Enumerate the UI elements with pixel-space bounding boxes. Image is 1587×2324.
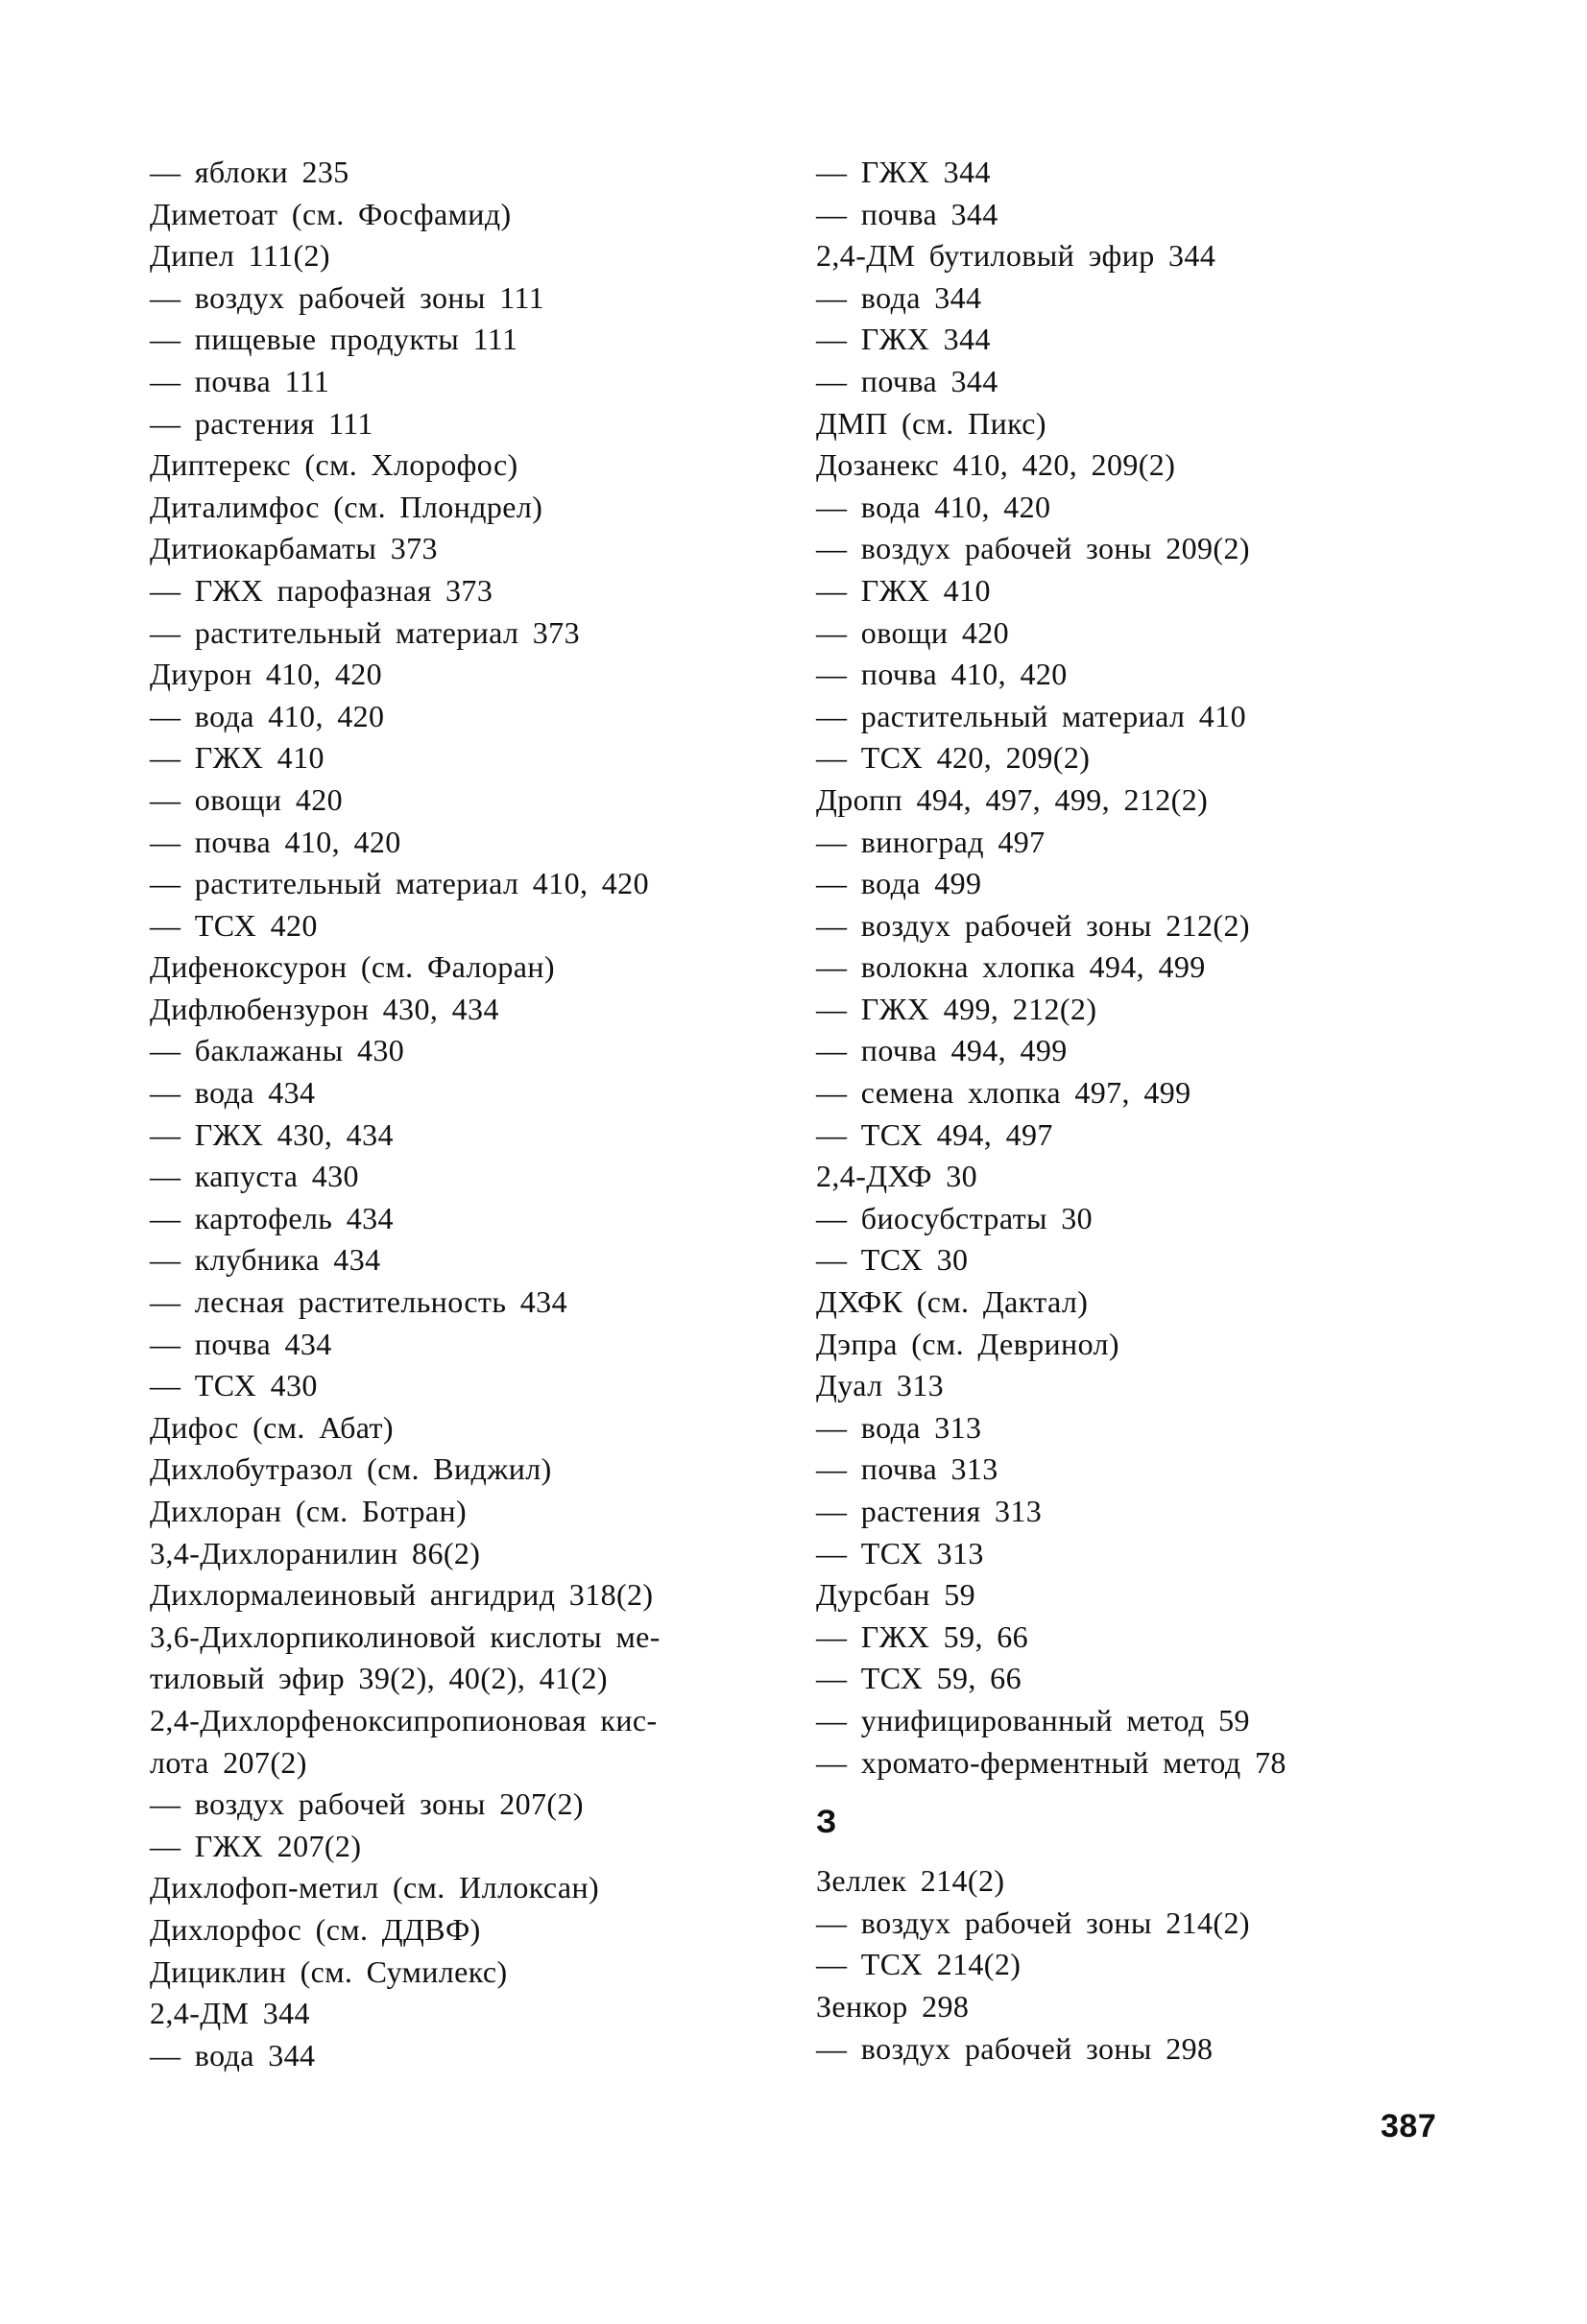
index-entry: тиловый эфир 39(2), 40(2), 41(2) — [150, 1661, 608, 1696]
index-entry: — воздух рабочей зоны 207(2) — [150, 1786, 584, 1822]
index-entry: Дихлормалеиновый ангидрид 318(2) — [150, 1577, 654, 1613]
index-entry: Дифос (см. Абат) — [150, 1409, 394, 1445]
index-entry: Дихлоран (см. Ботран) — [150, 1494, 468, 1528]
index-entry: — воздух рабочей зоны 214(2) — [816, 1905, 1250, 1940]
index-entry: — почва 344 — [816, 196, 998, 231]
index-entry: — ТСХ 494, 497 — [816, 1116, 1053, 1152]
index-entry: Дуал 313 — [816, 1368, 945, 1403]
index-entry: — воздух рабочей зоны 209(2) — [816, 531, 1250, 566]
index-entry: — ТСХ 214(2) — [816, 1947, 1022, 1982]
left-column — [150, 152, 841, 2120]
index-entry: — воздух рабочей зоны 298 — [816, 2030, 1214, 2066]
page-number: 387 — [1381, 2108, 1437, 2144]
index-entry: — почва 313 — [816, 1451, 998, 1487]
index-entry: — ТСХ 59, 66 — [816, 1661, 1022, 1696]
index-entry: 2,4-Дихлорфеноксипропионовая кис- — [150, 1702, 658, 1737]
index-entry: Зеллек 214(2) — [816, 1863, 1005, 1899]
index-entry: — вода 434 — [150, 1075, 316, 1111]
index-entry: ДМП (см. Пикс) — [816, 405, 1046, 441]
index-entry: — растения 313 — [816, 1494, 1043, 1528]
index-entry: 2,4-ДХФ 30 — [816, 1159, 978, 1194]
index-entry: — почва 410, 420 — [150, 824, 401, 859]
index-entry: Дихлофоп-метил (см. Иллоксан) — [150, 1870, 600, 1905]
index-entry: — ТСХ 420 — [150, 907, 318, 943]
index-entry: — баклажаны 430 — [150, 1033, 405, 1068]
index-entry: — капуста 430 — [150, 1159, 359, 1194]
index-entry: 2,4-ДМ бутиловый эфир 344 — [816, 238, 1216, 274]
index-entry: — яблоки 235 — [150, 155, 349, 189]
index-entry: — унифицированный метод 59 — [816, 1702, 1250, 1737]
index-entry: Дэпра (см. Девринол) — [816, 1326, 1119, 1361]
index-entry: — почва 410, 420 — [816, 657, 1068, 692]
index-entry: — лесная растительность 434 — [150, 1284, 567, 1320]
index-entry: Дитиокарбаматы 373 — [150, 531, 438, 566]
index-entry: 2,4-ДМ 344 — [150, 1996, 310, 2031]
index-entry: Диурон 410, 420 — [150, 657, 383, 692]
index-entry: — вода 313 — [816, 1409, 982, 1445]
index-entry: — ГЖХ 430, 434 — [150, 1116, 394, 1152]
index-entry: — биосубстраты 30 — [816, 1200, 1094, 1235]
index-entry: Дропп 494, 497, 499, 212(2) — [816, 781, 1209, 817]
index-entry: — ТСХ 420, 209(2) — [816, 740, 1091, 776]
index-entry: — вода 499 — [816, 866, 982, 901]
index-entry: — растительный материал 373 — [150, 614, 580, 650]
index-entry: Диметоат (см. Фосфамид) — [150, 196, 512, 231]
section-letter-heading: З — [816, 1804, 837, 1841]
index-entry: — вода 410, 420 — [150, 698, 385, 733]
index-entry: Диталимфос (см. Плондрел) — [150, 489, 543, 524]
index-entry: — ТСХ 430 — [150, 1368, 318, 1403]
index-entry: — ГЖХ 59, 66 — [816, 1618, 1029, 1654]
index-entry: — ГЖХ 207(2) — [150, 1828, 362, 1863]
index-entry: Дихлорфос (см. ДДВФ) — [150, 1911, 481, 1947]
index-entry: — вода 344 — [816, 279, 982, 315]
index-entry: — воздух рабочей зоны 111 — [150, 279, 545, 315]
index-entry: — волокна хлопка 494, 499 — [816, 949, 1206, 985]
index-entry: — ТСХ 30 — [816, 1242, 969, 1278]
index-entry: — ГЖХ 410 — [150, 740, 325, 776]
index-entry: — ГЖХ 344 — [816, 155, 991, 189]
index-entry: ДХФК (см. Дактал) — [816, 1284, 1089, 1320]
index-entry: Дифлюбензурон 430, 434 — [150, 991, 499, 1026]
index-entry: Дипел 111(2) — [150, 238, 330, 274]
index-entry: — воздух рабочей зоны 212(2) — [816, 907, 1250, 943]
index-entry: — ГЖХ 410 — [816, 572, 991, 608]
index-entry: — растения 111 — [150, 405, 373, 441]
index-entry: — хромато-ферментный метод 78 — [816, 1744, 1286, 1780]
index-entry: 3,6-Дихлорпиколиновой кислоты ме- — [150, 1618, 661, 1654]
index-entry: — ГЖХ 499, 212(2) — [816, 991, 1097, 1026]
index-entry: лота 207(2) — [150, 1744, 307, 1780]
index-entry: — виноград 497 — [816, 824, 1046, 859]
index-entry: Дихлобутразол (см. Виджил) — [150, 1451, 552, 1487]
index-entry: — семена хлопка 497, 499 — [816, 1075, 1191, 1111]
index-entry: — вода 344 — [150, 2037, 316, 2072]
index-entry: Дурсбан 59 — [816, 1577, 976, 1613]
index-entry: — пищевые продукты 111 — [150, 322, 518, 357]
index-entry: — растительный материал 410 — [816, 698, 1246, 733]
index-entry: — почва 344 — [816, 363, 998, 398]
index-entry: — вода 410, 420 — [816, 489, 1051, 524]
right-column — [816, 152, 1431, 2120]
index-entry: Дициклин (см. Сумилекс) — [150, 1953, 508, 1989]
index-entry: — почва 111 — [150, 363, 330, 398]
index-entry: Зенкор 298 — [816, 1988, 970, 2024]
index-entry: 3,4-Дихлоранилин 86(2) — [150, 1535, 481, 1570]
index-entry: — овощи 420 — [150, 781, 344, 817]
index-entry: — клубника 434 — [150, 1242, 381, 1278]
index-entry: Дозанекс 410, 420, 209(2) — [816, 447, 1176, 483]
index-entry: — растительный материал 410, 420 — [150, 866, 649, 901]
index-entry: Диптерекс (см. Хлорофос) — [150, 447, 518, 483]
index-entry: Дифеноксурон (см. Фалоран) — [150, 949, 555, 985]
index-entry: — почва 434 — [150, 1326, 332, 1361]
index-entry: — ТСХ 313 — [816, 1535, 984, 1570]
index-entry: — ГЖХ парофазная 373 — [150, 572, 493, 608]
index-entry: — картофель 434 — [150, 1200, 394, 1235]
index-entry: — ГЖХ 344 — [816, 322, 991, 357]
index-entry: — овощи 420 — [816, 614, 1010, 650]
index-entry: — почва 494, 499 — [816, 1033, 1068, 1068]
